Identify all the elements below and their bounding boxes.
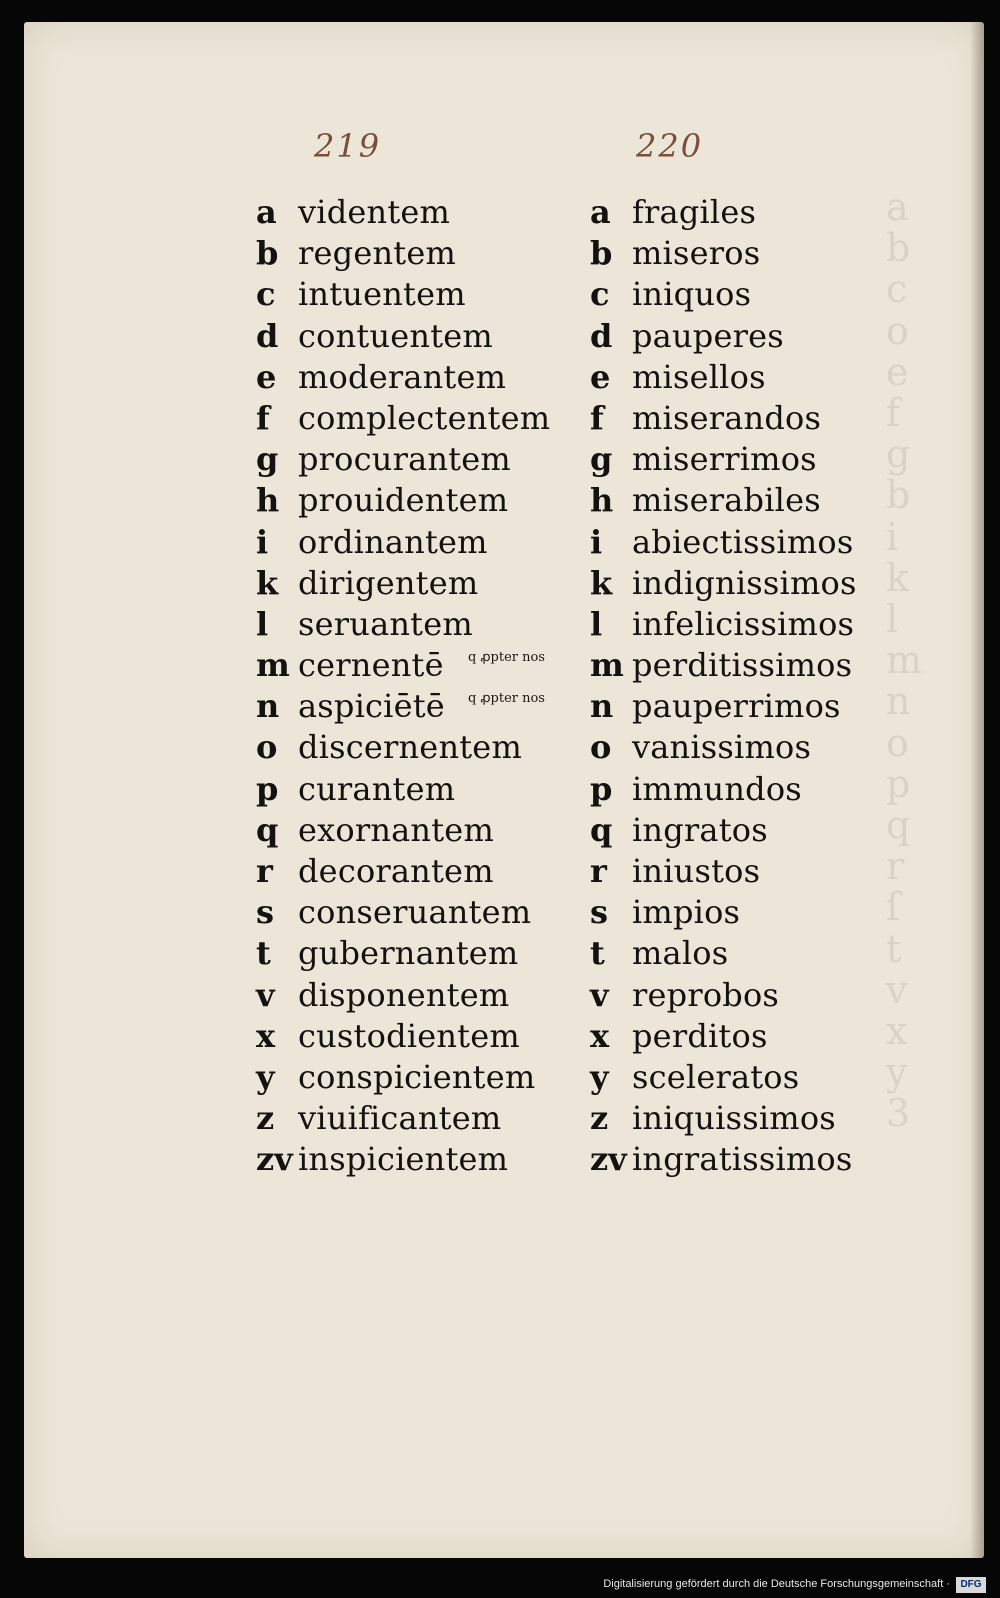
row-letter: t	[590, 934, 605, 973]
row-letter: i	[256, 522, 269, 561]
word-row	[590, 810, 950, 851]
word-row	[256, 563, 586, 604]
word-row	[590, 316, 950, 357]
word-row	[590, 233, 950, 274]
word-row	[590, 563, 950, 604]
word-row	[256, 439, 586, 480]
row-letter: v	[256, 975, 275, 1014]
row-word: miserandos	[632, 398, 822, 437]
word-row	[590, 851, 950, 892]
row-word: aspiciētē	[298, 687, 445, 726]
manuscript-page	[24, 22, 984, 1558]
margin-note-n: q ꝓpter nos	[468, 691, 545, 706]
row-letter: c	[590, 275, 610, 314]
row-letter: o	[590, 728, 612, 767]
row-word: cernentē	[298, 646, 444, 685]
row-word: viuificantem	[298, 1099, 502, 1138]
row-letter: k	[256, 563, 279, 602]
row-word: sceleratos	[632, 1057, 800, 1096]
row-word: ingratos	[632, 810, 768, 849]
row-letter: a	[590, 193, 611, 231]
row-word: miseros	[632, 234, 761, 273]
row-letter: r	[256, 852, 273, 890]
row-letter: y	[256, 1057, 275, 1096]
row-word: ingratissimos	[632, 1140, 853, 1179]
word-row	[590, 439, 950, 480]
bleed-through-text: a b c o e f g b i k l m n o p q r ſ t v x y 3	[886, 185, 923, 1136]
row-word: iniquos	[632, 275, 752, 314]
word-row	[256, 727, 586, 768]
row-word: infelicissimos	[632, 604, 855, 643]
row-word: dirigentem	[298, 563, 479, 602]
word-row	[590, 604, 950, 645]
folio-number-left: 219	[314, 127, 382, 165]
right-word-column	[590, 192, 950, 1181]
row-word: conseruantem	[298, 893, 532, 932]
row-letter: d	[590, 316, 613, 355]
word-row	[590, 892, 950, 933]
row-letter: g	[256, 440, 279, 479]
word-row	[590, 480, 950, 521]
row-letter: p	[256, 769, 279, 808]
row-letter: g	[590, 440, 613, 479]
word-row	[256, 1016, 586, 1057]
word-row	[590, 975, 950, 1016]
row-word: iniustos	[632, 852, 761, 890]
row-word: intuentem	[298, 275, 466, 314]
row-letter: e	[590, 357, 611, 396]
word-row	[256, 810, 586, 851]
row-letter: i	[590, 522, 603, 561]
word-row	[590, 1016, 950, 1057]
row-word: regentem	[298, 234, 457, 273]
row-word: misellos	[632, 357, 766, 396]
row-word: conspicientem	[298, 1057, 536, 1096]
row-letter: b	[256, 234, 279, 273]
word-row	[256, 892, 586, 933]
row-word: iniquissimos	[632, 1099, 836, 1138]
row-letter: zv	[590, 1140, 627, 1179]
word-row	[590, 686, 950, 727]
row-letter: b	[590, 234, 613, 273]
row-word: decorantem	[298, 852, 494, 890]
footer-bar	[0, 1566, 1000, 1598]
row-word: pauperrimos	[632, 687, 841, 726]
word-row	[256, 192, 586, 233]
word-row	[256, 1098, 586, 1139]
word-row	[256, 522, 586, 563]
row-word: contuentem	[298, 316, 493, 355]
word-row	[256, 1057, 586, 1098]
row-word: perditissimos	[632, 646, 853, 685]
row-word: procurantem	[298, 440, 511, 479]
word-row	[256, 480, 586, 521]
row-word: vanissimos	[632, 728, 812, 767]
word-row	[256, 357, 586, 398]
row-letter: x	[256, 1016, 276, 1055]
row-letter: l	[590, 604, 603, 643]
page-edge-shadow	[970, 22, 984, 1558]
row-word: complectentem	[298, 398, 551, 437]
row-letter: l	[256, 604, 269, 643]
row-letter: d	[256, 316, 279, 355]
row-word: curantem	[298, 769, 456, 808]
row-word: exornantem	[298, 810, 494, 849]
word-row	[256, 851, 586, 892]
row-letter: h	[256, 481, 280, 520]
dfg-logo: DFG	[956, 1577, 986, 1593]
row-word: fragiles	[632, 193, 757, 231]
row-letter: f	[256, 398, 270, 437]
row-letter: v	[590, 975, 609, 1014]
row-word: moderantem	[298, 357, 507, 396]
word-row	[590, 357, 950, 398]
word-row	[590, 933, 950, 974]
row-letter: z	[256, 1099, 275, 1138]
row-letter: t	[256, 934, 271, 973]
word-row	[256, 316, 586, 357]
row-letter: q	[256, 810, 279, 849]
row-word: abiectissimos	[632, 522, 854, 561]
row-word: reprobos	[632, 975, 780, 1014]
row-word: gubernantem	[298, 934, 519, 973]
word-row	[256, 933, 586, 974]
row-letter: f	[590, 398, 604, 437]
row-letter: n	[590, 687, 614, 726]
word-row	[590, 645, 950, 686]
row-word: immundos	[632, 769, 802, 808]
word-row	[256, 398, 586, 439]
row-word: ordinantem	[298, 522, 488, 561]
row-word: pauperes	[632, 316, 784, 355]
row-letter: k	[590, 563, 613, 602]
row-letter: y	[590, 1057, 609, 1096]
word-row	[590, 398, 950, 439]
word-row	[590, 1057, 950, 1098]
row-letter: r	[590, 852, 607, 890]
footer-credit: Digitalisierung gefördert durch die Deutsche Forschungsgemeinschaft ·	[603, 1578, 950, 1590]
row-letter: q	[590, 810, 613, 849]
margin-note-m: q ꝓpter nos	[468, 650, 545, 665]
row-word: discernentem	[298, 728, 522, 767]
row-word: indignissimos	[632, 563, 857, 602]
row-word: miserabiles	[632, 481, 821, 520]
row-letter: n	[256, 687, 280, 726]
word-row	[590, 769, 950, 810]
row-letter: o	[256, 728, 278, 767]
row-letter: p	[590, 769, 613, 808]
row-letter: x	[590, 1016, 610, 1055]
row-letter: s	[256, 893, 275, 932]
word-row	[590, 192, 950, 233]
row-letter: s	[590, 893, 609, 932]
word-row	[256, 1139, 586, 1180]
row-word: disponentem	[298, 975, 510, 1014]
row-word: impios	[632, 893, 741, 932]
row-letter: z	[590, 1099, 609, 1138]
row-word: prouidentem	[298, 481, 509, 520]
folio-number-right: 220	[636, 127, 704, 165]
row-letter: e	[256, 357, 277, 396]
left-word-column	[256, 192, 586, 1181]
word-row	[256, 604, 586, 645]
row-word: miserrimos	[632, 440, 817, 479]
word-row	[590, 522, 950, 563]
row-word: videntem	[298, 193, 451, 231]
row-letter: m	[256, 646, 290, 685]
row-word: perditos	[632, 1016, 768, 1055]
row-letter: m	[590, 646, 624, 685]
row-letter: h	[590, 481, 614, 520]
word-row	[256, 975, 586, 1016]
row-letter: c	[256, 275, 276, 314]
row-word: malos	[632, 934, 729, 973]
word-row	[590, 274, 950, 315]
row-word: seruantem	[298, 604, 473, 643]
word-row	[590, 727, 950, 768]
word-row	[256, 769, 586, 810]
row-word: custodientem	[298, 1016, 520, 1055]
word-row	[590, 1098, 950, 1139]
row-word: inspicientem	[298, 1140, 509, 1179]
word-row	[590, 1139, 950, 1180]
word-row	[256, 274, 586, 315]
row-letter: zv	[256, 1140, 293, 1179]
row-letter: a	[256, 193, 277, 231]
word-row	[256, 233, 586, 274]
